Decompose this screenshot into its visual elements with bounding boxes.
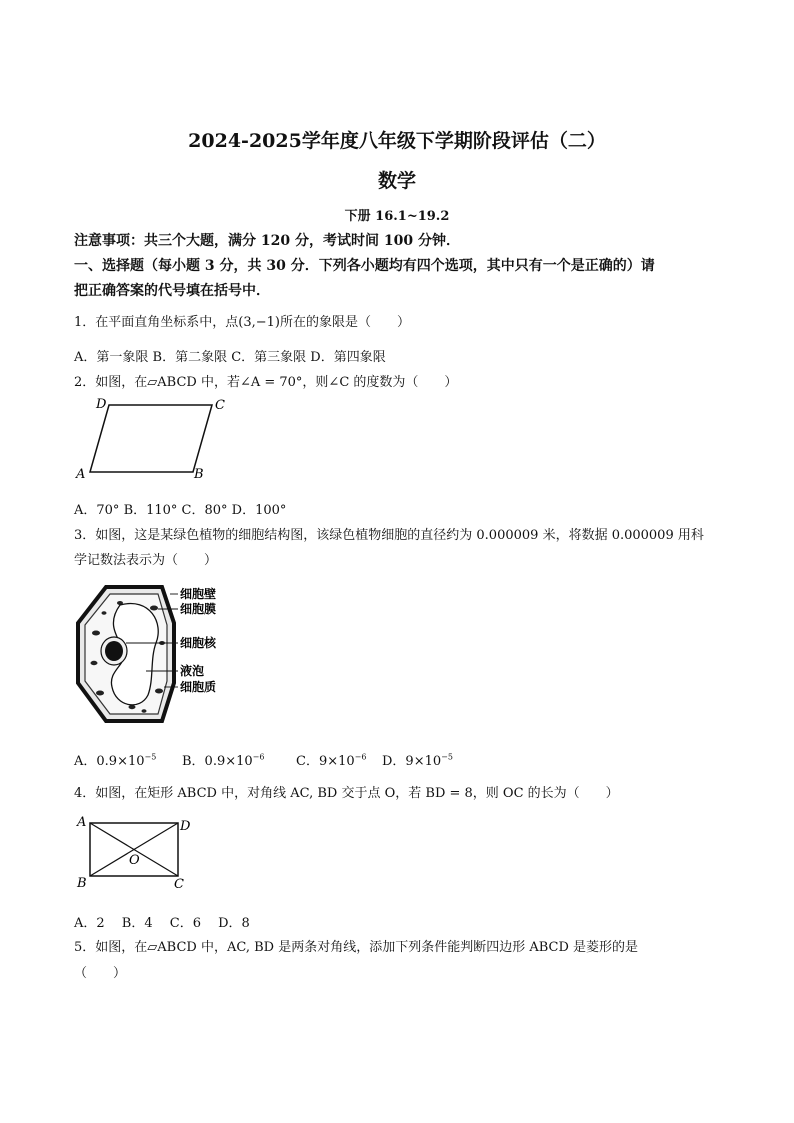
nucleolus-shape: [105, 641, 123, 661]
section1-instructions-line1: 一、选择题（每小题 3 分，共 30 分．下列各小题均有四个选项，其中只有一个是正确的）请: [74, 258, 655, 274]
fig2-label-c: C: [215, 398, 225, 413]
question-3-option-d: D．$9\times 10^{-5}$: [382, 752, 453, 769]
fig2-label-a: A: [76, 467, 86, 482]
page-title: 2024-2025学年度八年级下学期阶段评估（二）: [188, 130, 606, 152]
question-5-stem-line1: 5．如图，在▱ABCD 中，AC, BD 是两条对角线，添加下列条件能判断四边形 ABCD 是菱形的是: [74, 940, 639, 955]
question-2-stem: 2．如图，在▱ABCD 中，若∠A = 70°，则∠C 的度数为（ ）: [74, 375, 458, 390]
label-cytoplasm: 细胞质: [180, 680, 217, 694]
question-3-stem-line1: 3．如图，这是某绿色植物的细胞结构图，该绿色植物细胞的直径约为 0.000009 米，将数据 0.000009 用科: [74, 528, 704, 543]
fig4-label-d: D: [180, 819, 191, 834]
exam-notice: 注意事项：共三个大题，满分 120 分，考试时间 100 分钟．: [74, 233, 460, 249]
question-4-stem: 4．如图，在矩形 ABCD 中，对角线 AC, BD 交于点 O，若 BD = 8，则 OC 的长为（ ）: [74, 786, 619, 801]
section1-instructions-line2: 把正确答案的代号填在括号中．: [74, 283, 270, 299]
question-5-stem-line2: （ ）: [74, 966, 127, 981]
plant-cell-diagram: [74, 583, 244, 729]
question-4-options: A．2 B．4 C．6 D．8: [74, 916, 250, 931]
rectangle-figure: [74, 812, 194, 892]
fig2-label-d: D: [96, 397, 107, 412]
question-1-options: A．第一象限 B．第二象限 C．第三象限 D．第四象限: [74, 350, 386, 365]
fig4-label-c: C: [174, 877, 184, 892]
fig4-label-b: B: [77, 876, 87, 891]
question-2-options: A．70° B．110° C．80° D．100°: [74, 503, 287, 518]
chapter-range: 下册 16.1~19.2: [344, 209, 450, 224]
question-3-option-a: A．$0.9\times 10^{-5}$: [74, 752, 157, 769]
fig2-label-b: B: [194, 467, 204, 482]
label-nucleus: 细胞核: [180, 636, 217, 650]
question-1-stem: 1．在平面直角坐标系中，点(3,−1)所在的象限是（ ）: [74, 315, 410, 330]
label-vacuole: 液泡: [180, 664, 205, 678]
fig4-label-o: O: [129, 853, 140, 868]
question-3-option-b: B．$0.9\times 10^{-6}$: [182, 752, 265, 769]
fig4-label-a: A: [77, 815, 87, 830]
question-3-stem-line2: 学记数法表示为（ ）: [74, 553, 218, 568]
subject-title: 数学: [377, 170, 416, 192]
question-3-option-c: C．$9\times 10^{-6}$: [296, 752, 367, 769]
label-cell-membrane: 细胞膜: [180, 602, 217, 616]
label-cell-wall: 细胞壁: [180, 587, 217, 601]
parallelogram-figure: [72, 392, 242, 484]
